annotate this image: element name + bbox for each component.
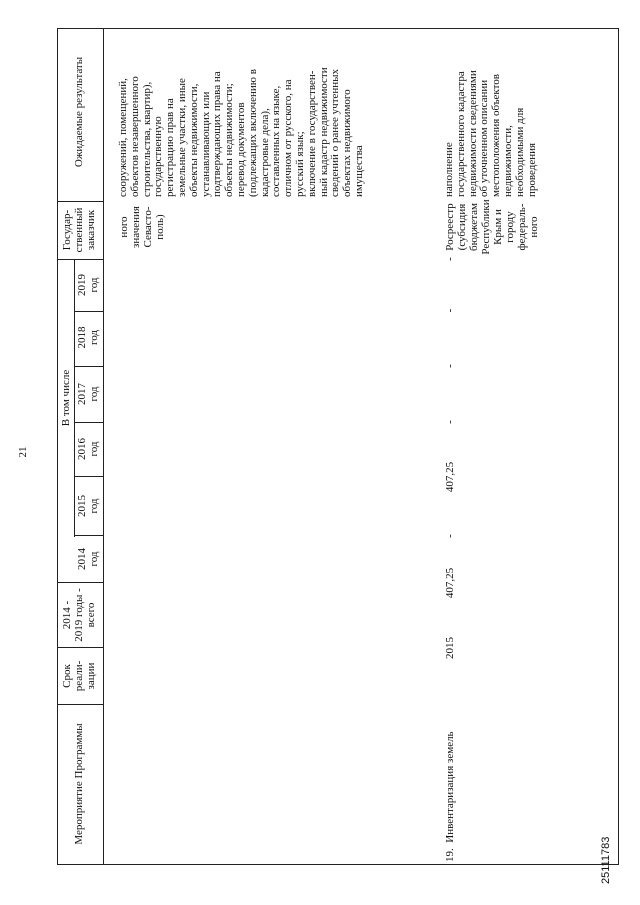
row19-term: 2015 <box>444 637 456 659</box>
continuation-results-line-6: земельные участки, иные <box>175 78 188 197</box>
row19-customer-line-1: Росреестр <box>444 203 456 251</box>
row19-results-line-8: проведения <box>525 142 538 197</box>
continuation-results-line-18: ный кадастр недвижимости <box>317 67 330 197</box>
row19-results-line-7: необходимыми для <box>513 107 526 197</box>
row19-results-line-6: недвижимости, <box>501 125 514 197</box>
continuation-results-line-10: объекты недвижимости; <box>223 83 236 197</box>
continuation-results-line-7: объекты недвижимости, <box>187 83 200 197</box>
header-year-2018 <box>76 310 100 365</box>
header-year-2017-num: 2017 <box>76 383 88 405</box>
header-total-line-1: 2014 - <box>61 600 73 630</box>
header-group-label: В том числе <box>60 369 72 427</box>
row19-results-line-3: недвижимости сведениями <box>466 70 479 197</box>
continuation-results-line-3: строительства, квартир), <box>140 81 153 197</box>
continuation-results-line-2: объектов незавершенного <box>128 76 141 197</box>
header-year-2016 <box>76 422 100 476</box>
header-year-2016-unit: год <box>88 441 100 457</box>
document-id: 25111783 <box>600 836 612 884</box>
row19-results <box>444 7 538 197</box>
header-year-2019-num: 2019 <box>76 274 88 296</box>
header-year-2016-num: 2016 <box>76 438 88 460</box>
row19-results-line-5: местоположения объектов <box>490 74 503 197</box>
header-term-line-2: реали- <box>73 660 85 692</box>
continuation-results-line-1: сооружений, помещений, <box>117 78 129 197</box>
row19-customer-line-6: городу <box>504 211 516 243</box>
continuation-results-line-14: составленных на языке, <box>270 85 283 197</box>
header-year-2017-unit: год <box>88 386 100 402</box>
row19-2016: - <box>444 420 456 424</box>
continuation-results-line-19: сведений о ранее учтенных <box>329 68 342 197</box>
header-event-label: Мероприятие Программы <box>73 723 85 845</box>
row19-number-and-event <box>444 702 456 862</box>
row19-results-line-1: наполнение <box>443 142 455 197</box>
header-year-2019-unit: год <box>88 277 100 293</box>
header-customer <box>61 201 97 259</box>
table-outer-top-border <box>57 28 58 865</box>
continuation-results-line-17: включение в государствен- <box>305 70 318 197</box>
page-number: 21 <box>17 446 29 458</box>
row19-customer-line-2: (субсидия <box>456 203 468 251</box>
continuation-results-line-4: государственную <box>152 116 165 197</box>
header-year-2017 <box>76 366 100 422</box>
header-results: Ожидаемые результаты <box>73 56 85 168</box>
row19-2017: - <box>444 364 456 368</box>
row19-results-line-2: государственного кадастра <box>454 71 467 197</box>
header-term-line-1: Срок <box>61 664 73 688</box>
row19-customer-line-5: Крым и <box>492 209 504 245</box>
row19-number: 19. <box>444 848 456 862</box>
continuation-results-line-21: имущества <box>352 145 365 197</box>
header-year-2015-unit: год <box>88 498 100 514</box>
header-customer-line-1: Государ- <box>61 209 73 251</box>
header-year-2019 <box>76 259 100 311</box>
header-year-2014-unit: год <box>88 551 100 567</box>
continuation-results-line-11: перевод документов <box>234 102 247 197</box>
row19-2014: - <box>444 534 456 538</box>
header-year-2014 <box>76 536 100 582</box>
header-event <box>73 705 85 863</box>
continuation-customer-line-3: Севасто- <box>142 206 154 248</box>
year-group-rule <box>74 259 75 537</box>
continuation-customer <box>118 197 166 257</box>
continuation-results-line-8: устанавливающих или <box>199 91 212 197</box>
continuation-customer-line-4: поль) <box>154 214 166 240</box>
header-bottom-rule <box>103 28 104 865</box>
row19-2015: 407,25 <box>444 461 456 493</box>
row19-customer <box>444 197 540 257</box>
header-customer-line-2: ственный <box>73 207 85 253</box>
continuation-customer-line-1: ного <box>118 216 130 238</box>
row19-total: 407,25 <box>444 567 456 599</box>
row19-customer-line-4: Республики <box>480 199 492 255</box>
row19-customer-line-7: федераль- <box>516 203 528 251</box>
header-year-2014-num: 2014 <box>76 548 88 570</box>
header-year-2018-unit: год <box>88 329 100 346</box>
row19-customer-line-3: бюджетам <box>468 203 480 251</box>
continuation-customer-line-2: значения <box>130 206 142 248</box>
continuation-results <box>118 7 366 197</box>
continuation-results-line-12: (подлежащих включению в <box>246 69 259 197</box>
row19-2019: - <box>444 257 456 261</box>
row19-event: Инвентаризация земель <box>444 731 456 843</box>
continuation-results-line-20: объектах недвижимого <box>341 89 354 197</box>
row19-results-line-4: об уточненном описании <box>478 79 491 197</box>
row19-2018: - <box>444 308 456 313</box>
continuation-results-line-9: подтверждающих права на <box>211 71 224 197</box>
header-term <box>61 648 97 704</box>
header-total <box>61 583 97 647</box>
row19-customer-line-8: ного <box>528 216 540 238</box>
header-total-line-3: всего <box>85 602 97 628</box>
continuation-results-line-15: отличном от русского, на <box>282 79 295 197</box>
continuation-results-line-13: кадастровые дела), <box>258 108 271 197</box>
table-outer-bottom-border <box>618 28 619 865</box>
header-total-line-2: 2019 годы - <box>73 588 85 642</box>
continuation-results-line-16: русский язык; <box>293 131 306 197</box>
header-term-line-3: зации <box>85 662 97 690</box>
table-outer-left-border <box>57 864 619 865</box>
header-year-2018-num: 2018 <box>76 326 88 349</box>
header-customer-line-3: заказчик <box>85 209 97 251</box>
header-year-2015 <box>76 477 100 535</box>
continuation-results-line-5: регистрацию прав на <box>164 98 177 197</box>
header-year-2015-num: 2015 <box>76 495 88 517</box>
